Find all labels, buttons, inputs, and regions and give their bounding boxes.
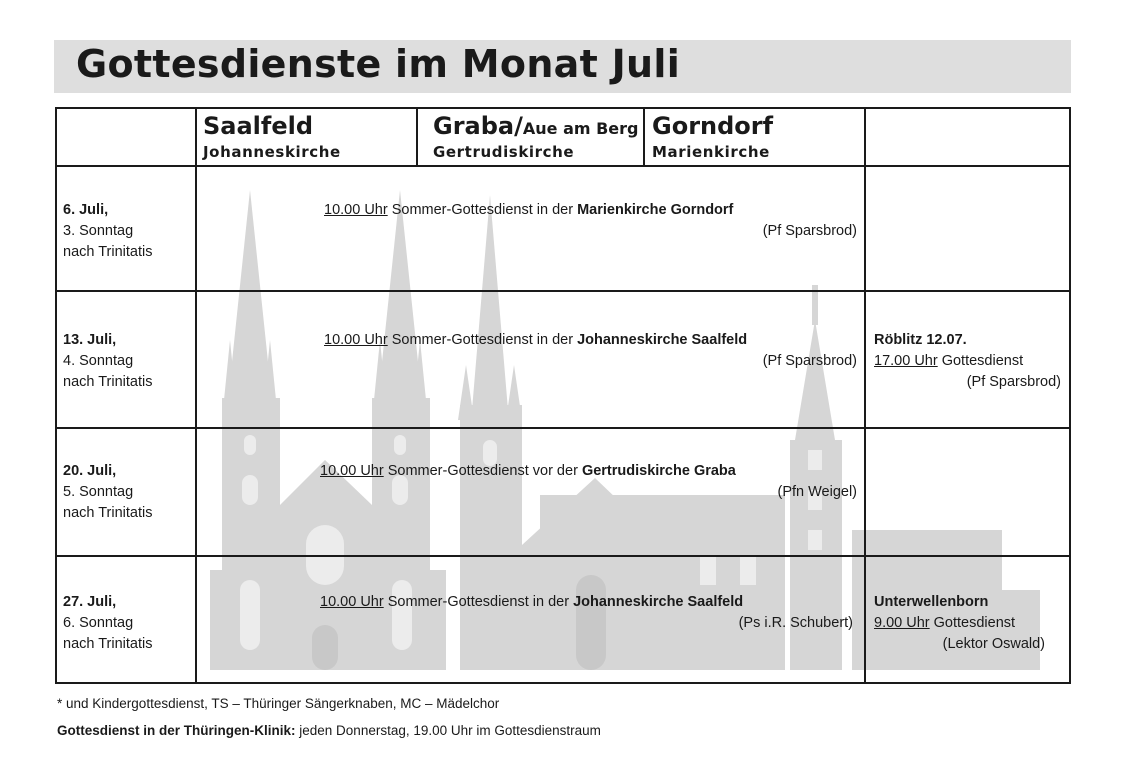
- side-time: 9.00 Uhr: [874, 615, 930, 631]
- column-divider: [643, 107, 645, 165]
- service-pastor: (Ps i.R. Schubert): [738, 615, 853, 631]
- date-label: 27. Juli,: [63, 594, 117, 610]
- column-divider: [864, 107, 866, 684]
- column-header-saalfeld: [203, 112, 341, 161]
- side-text: Gottesdienst: [929, 615, 1016, 631]
- klinik-note: [57, 722, 601, 740]
- row-date: [63, 461, 152, 524]
- row-date: [63, 592, 152, 655]
- sunday-label: 4. Sonntag nach Trinitatis: [63, 353, 153, 390]
- service-time: 10.00 Uhr: [320, 463, 384, 479]
- date-label: 13. Juli,: [63, 332, 117, 348]
- side-service: [874, 330, 1023, 372]
- row-divider: [55, 165, 1071, 167]
- service-pastor: (Pf Sparsbrod): [762, 223, 857, 239]
- row-divider: [55, 427, 1071, 429]
- row-date: [63, 330, 152, 393]
- page-title: Gottesdienste im Monat Juli: [76, 42, 681, 86]
- column-divider: [195, 107, 197, 684]
- side-service: [874, 592, 1015, 634]
- service-church: Marienkirche Gorndorf: [577, 202, 734, 218]
- row-divider: [55, 290, 1071, 292]
- service-text: Sommer-Gottesdienst in der: [387, 202, 578, 218]
- sunday-label: 3. Sonntag nach Trinitatis: [63, 223, 153, 260]
- service-pastor: (Pf Sparsbrod): [762, 353, 857, 369]
- klinik-label: Gottesdienst in der Thüringen-Klinik:: [57, 723, 296, 738]
- service-line: [324, 330, 747, 351]
- column-header-gorndorf: [652, 112, 773, 161]
- row-date: [63, 200, 152, 263]
- column-church: Marienkirche: [652, 143, 770, 161]
- column-church: Gertrudiskirche: [433, 143, 575, 161]
- date-label: 6. Juli,: [63, 202, 109, 218]
- service-time: 10.00 Uhr: [324, 332, 388, 348]
- column-name-suffix: Aue am Berg: [522, 119, 639, 138]
- service-text: Sommer-Gottesdienst in der: [387, 332, 578, 348]
- service-time: 10.00 Uhr: [320, 594, 384, 610]
- service-pastor: (Pfn Weigel): [777, 484, 857, 500]
- service-line: [324, 200, 733, 221]
- service-time: 10.00 Uhr: [324, 202, 388, 218]
- service-church: Johanneskirche Saalfeld: [577, 332, 748, 348]
- side-title: Röblitz 12.07.: [874, 332, 967, 348]
- column-name: Graba/: [433, 112, 523, 140]
- service-text: Sommer-Gottesdienst vor der: [383, 463, 582, 479]
- service-church: Gertrudiskirche Graba: [581, 463, 736, 479]
- service-text: Sommer-Gottesdienst in der: [383, 594, 574, 610]
- sunday-label: 6. Sonntag nach Trinitatis: [63, 615, 153, 652]
- side-text: Gottesdienst: [937, 353, 1024, 369]
- date-label: 20. Juli,: [63, 463, 117, 479]
- row-divider: [55, 555, 1071, 557]
- side-title: Unterwellenborn: [874, 594, 989, 610]
- side-pastor: (Lektor Oswald): [942, 636, 1045, 652]
- column-name: Saalfeld: [203, 112, 314, 140]
- service-line: [320, 461, 736, 482]
- footnote: * und Kindergottesdienst, TS – Thüringer Sängerknaben, MC – Mädelchor: [57, 696, 500, 711]
- side-pastor: (Pf Sparsbrod): [966, 374, 1061, 390]
- column-header-graba: [433, 112, 639, 161]
- side-time: 17.00 Uhr: [874, 353, 938, 369]
- column-divider: [416, 107, 418, 165]
- service-church: Johanneskirche Saalfeld: [573, 594, 744, 610]
- column-church: Johanneskirche: [203, 143, 341, 161]
- service-line: [320, 592, 743, 613]
- sunday-label: 5. Sonntag nach Trinitatis: [63, 484, 153, 521]
- klinik-text: jeden Donnerstag, 19.00 Uhr im Gottesdienstraum: [295, 723, 601, 738]
- column-name: Gorndorf: [652, 112, 774, 140]
